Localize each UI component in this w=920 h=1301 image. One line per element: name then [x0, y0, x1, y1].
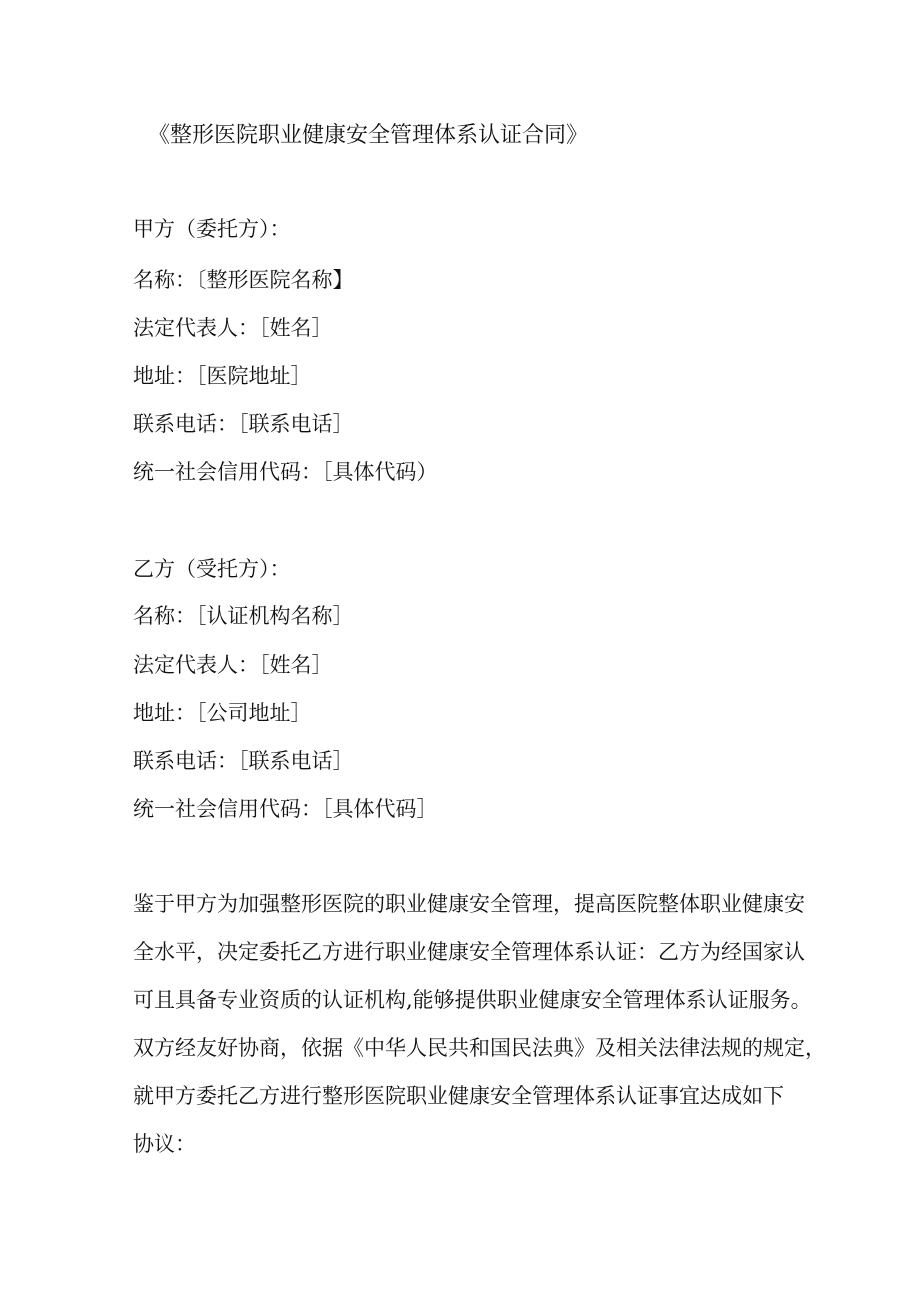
- party-b-address: 地址：［公司地址］: [133, 701, 312, 725]
- preamble-line: 可且具备专业资质的认证机构,能够提供职业健康安全管理体系认证服务。: [133, 988, 812, 1012]
- party-b-phone: 联系电话：［联系电话］: [133, 749, 354, 773]
- party-a-phone: 联系电话：［联系电话］: [133, 412, 354, 436]
- preamble-line: 双方经友好协商，依据《中华人民共和国民法典》及相关法律法规的规定，: [133, 1036, 826, 1060]
- party-a-name: 名称：〔整形医院名称】: [133, 268, 354, 292]
- preamble-paragraph: [133, 880, 826, 1168]
- party-a-address: 地址：［医院地址］: [133, 364, 312, 388]
- party-b-heading: 乙方（受托方）：: [133, 557, 291, 581]
- party-a-credit-code: 统一社会信用代码：［具体代码）: [133, 460, 438, 484]
- party-b-credit-code: 统一社会信用代码：［具体代码］: [133, 797, 438, 821]
- party-b-name: 名称：［认证机构名称］: [133, 604, 354, 628]
- preamble-line: 协议：: [133, 1132, 196, 1156]
- document-title: 《整形医院职业健康安全管理体系认证合同》: [148, 123, 589, 148]
- preamble-line: 就甲方委托乙方进行整形医院职业健康安全管理体系认证事宜达成如下: [133, 1084, 784, 1108]
- party-b-legal-rep: 法定代表人：［姓名］: [133, 653, 333, 677]
- preamble-line: 全水平，决定委托乙方进行职业健康安全管理体系认证：乙方为经国家认: [133, 940, 805, 964]
- party-a-legal-rep: 法定代表人：［姓名］: [133, 316, 333, 340]
- preamble-line: 鉴于甲方为加强整形医院的职业健康安全管理，提高医院整体职业健康安: [133, 892, 805, 916]
- party-a-heading: 甲方（委托方）：: [133, 217, 291, 241]
